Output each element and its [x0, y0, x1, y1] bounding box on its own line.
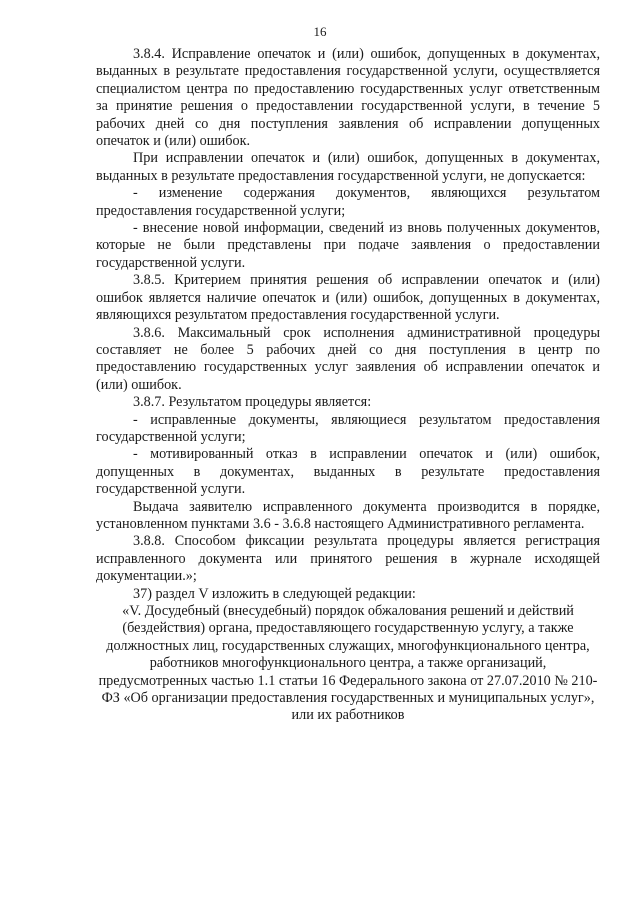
paragraph-not-allowed: При исправлении опечаток и (или) ошибок, допущенных в документах, выданных в результате предоставления государственной услуги, не допускается:: [96, 150, 600, 184]
paragraph-3-8-5: 3.8.5. Критерием принятия решения об исправлении опечаток и (или) ошибок является наличие опечаток и (или) ошибок, допущенных в документах, являющихся результатом предоставления государственной услуги.: [96, 272, 600, 324]
paragraph-3-8-7: 3.8.7. Результатом процедуры является:: [133, 394, 372, 411]
list-item-refusal: - мотивированный отказ в исправлении опечаток и (или) ошибок, допущенных в документах, выданных в результате предоставления государственной услуги.: [96, 446, 600, 498]
page-number: 16: [313, 24, 327, 39]
paragraph-3-8-6: 3.8.6. Максимальный срок исполнения административной процедуры составляет не более 5 рабочих дней со дня поступления в центр по предоставлению государственных услуг заявления об исправлении опечаток и (или) ошибок.: [96, 324, 600, 393]
list-item-change-content: - изменение содержания документов, являющихся результатом предоставления государственной услуги;: [96, 185, 600, 219]
paragraph-issuance: Выдача заявителю исправленного документа производится в порядке, установленном пунктами 3.6 - 3.6.8 настоящего Административного регламента.: [96, 498, 600, 532]
list-item-corrected-docs: - исправленные документы, являющиеся результатом предоставления государственной услуги;: [96, 411, 600, 445]
paragraph-37: 37) раздел V изложить в следующей редакции:: [133, 585, 416, 602]
paragraph-3-8-4: 3.8.4. Исправление опечаток и (или) ошибок, допущенных в документах, выданных в результате предоставления государственной услуги, осуществляется специалистом центра по предоставлению государственных услуг ответственным за принятие решения о предоставлении государственной услуги, в течение 5 рабочих дней со дня поступления заявления об исправлении допущенных опечаток и (или) ошибок.: [96, 46, 600, 150]
document-body: [96, 46, 600, 725]
list-item-new-info: - внесение новой информации, сведений из вновь полученных документов, которые не были представлены при подаче заявления о предоставлении государственной услуги.: [96, 220, 600, 271]
paragraph-3-8-8: 3.8.8. Способом фиксации результата процедуры является регистрация исправленного документа или принятого решения в журнале исходящей документации.»;: [96, 533, 600, 585]
section-v-title: «V. Досудебный (внесудебный) порядок обжалования решений и действий (бездействия) органа, предоставляющего государственную услугу, а также должностных лиц, государственных служащих, многофункционального центра, работников многофункционального центра, а также организаций, предусмотренных частью 1.1 статьи 16 Федерального закона от 27.07.2010 № 210-ФЗ «Об организации предоставления государственных и муниципальных услуг», или их работников: [98, 603, 598, 724]
